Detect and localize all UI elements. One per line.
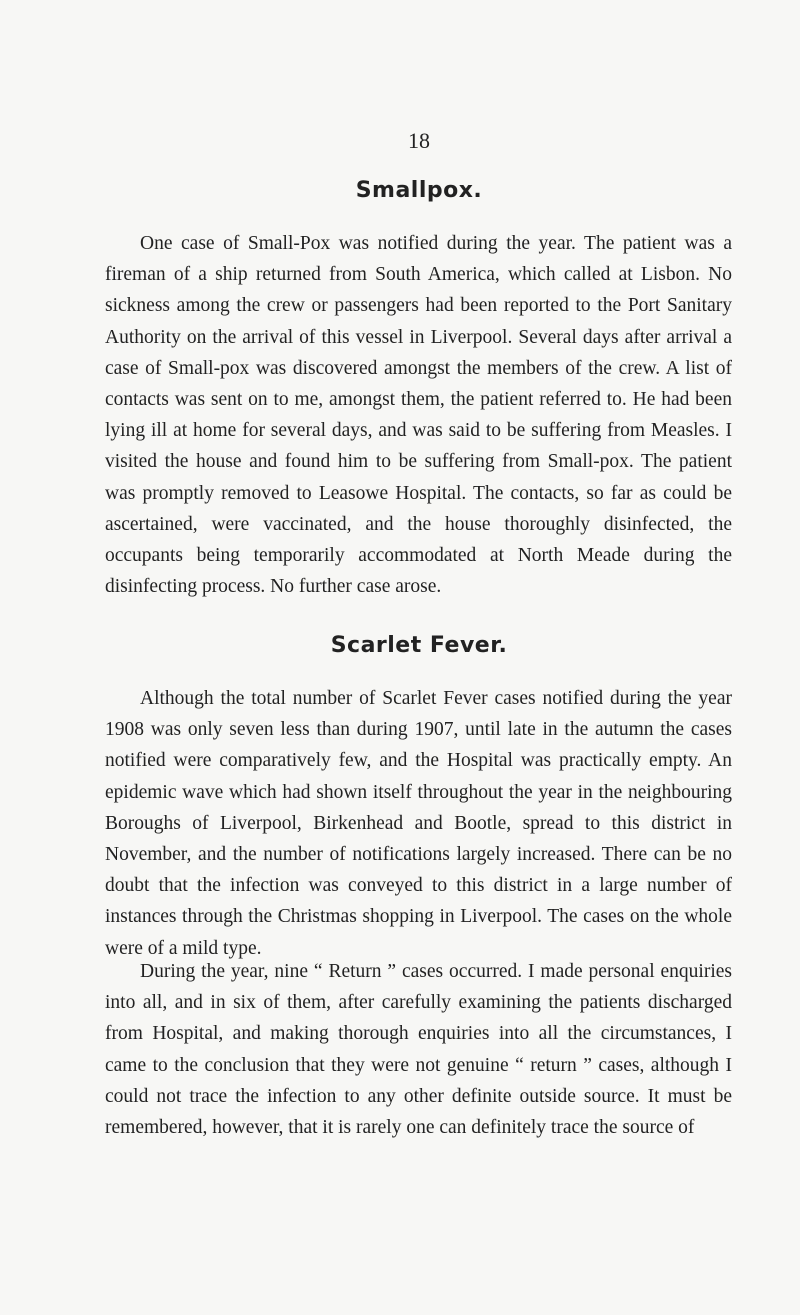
paragraph-smallpox: One case of Small-Pox was notified during the year. The patient was a fireman of a ship returned from South America, which called at Lisbon. No sickness among the crew or passengers had been reported to the Port Sanitary Authority on the arrival of this vessel in Liverpool. Several days after arrival a case of Small-pox was discovered amongst the members of the crew. A list of contacts was sent on to me, amongst them, the patient referred to. He had been lying ill at home for several days, and was said to be suffering from Measles. I visited the house and found him to be suffering from Small-pox. The patient was promptly removed to Leasowe Hospital. The contacts, so far as could be ascertained, were vaccinated, and the house thoroughly disinfected, the occupants being temporarily accommodated at North Meade during the disinfecting process. No further case arose.: [105, 233, 732, 598]
paragraph-scarlet-fever-1: Although the total number of Scarlet Fever cases notified during the year 1908 was only seven less than during 1907, until late in the autumn the cases notified were comparatively few, and the Hospital was practically empty. An epidemic wave which had shown itself throughout the year in the neighbouring Boroughs of Liverpool, Birkenhead and Bootle, spread to this district in November, and the number of notifications largely increased. There can be no doubt that the infection was conveyed to this district in a large number of instances through the Christmas shopping in Liverpool. The cases on the whole were of a mild type.: [105, 688, 732, 959]
section-heading-scarlet-fever: Scarlet Fever.: [330, 633, 508, 658]
paragraph-scarlet-fever-2: During the year, nine “ Return ” cases occurred. I made personal enquiries into all, and in six of them, after carefully examining the patients discharged from Hospital, and making thorough enquiries into all the circumstances, I came to the conclusion that they were not genuine “ return ” cases, although I could not trace the infection to any other definite outside source. It must be remembered, however, that it is rarely one can definitely trace the source of: [105, 961, 732, 1139]
section-heading-smallpox: Smallpox.: [355, 178, 483, 203]
page-number: 18: [408, 128, 430, 153]
